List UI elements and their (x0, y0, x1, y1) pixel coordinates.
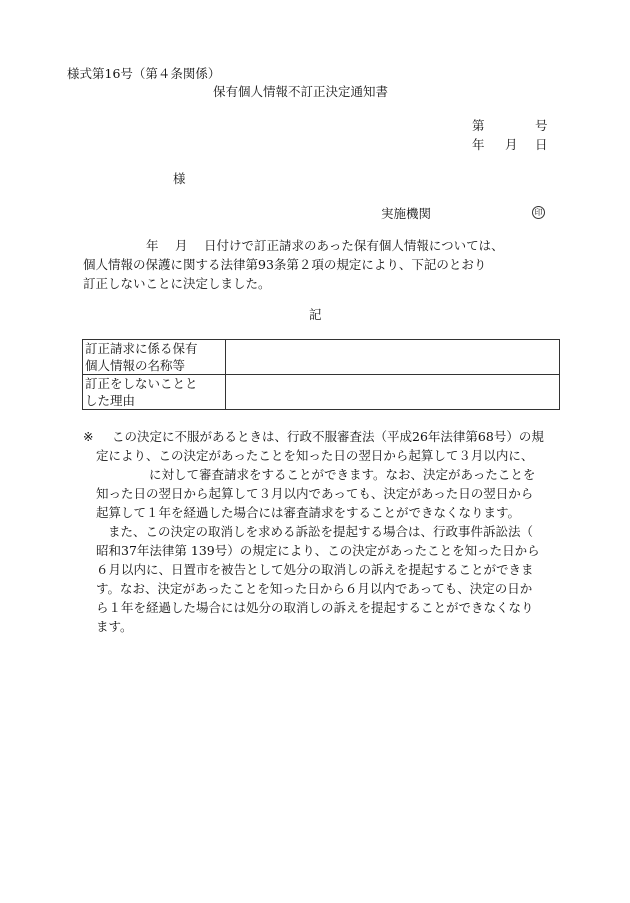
note-line: この決定に不服があるときは、行政不服審査法（平成26年法律第68号）の規 (112, 429, 544, 444)
date-day: 日 (535, 137, 548, 152)
table-label-cell (83, 340, 226, 375)
note-line: また、この決定の取消しを求める訴訟を提起する場合は、行政事件訴訟法（ (108, 524, 534, 539)
table-label-line: した理由 (85, 393, 136, 408)
document-number-suffix: 号 (535, 118, 548, 133)
table-label-line: 個人情報の名称等 (85, 358, 186, 373)
addressee-honorific: 様 (173, 171, 186, 186)
note-line: 知った日の翌日から起算して３月以内であっても、決定があった日の翌日から (96, 486, 534, 501)
table-value-cell (226, 340, 560, 375)
note-line: 起算して１年を経過した場合には審査請求をすることができなくなります。 (96, 505, 521, 520)
note-line: 定により、この決定があったことを知った日の翌日から起算して３月以内に、 (96, 448, 534, 463)
info-table (82, 339, 560, 410)
table-label-line: 訂正請求に係る保有 (85, 341, 198, 356)
note-line: 昭和37年法律第 139号）の規定により、この決定があったことを知った日から (96, 543, 540, 558)
table-row (83, 375, 560, 410)
document-title: 保有個人情報不訂正決定通知書 (213, 84, 389, 99)
note-line: ます。 (96, 619, 133, 634)
issuer-seal (532, 204, 545, 219)
note-line: す。なお、決定があったことを知った日から６月以内であっても、決定の日か (96, 581, 533, 596)
seal-icon: 印 (532, 206, 545, 219)
note-mark: ※ (83, 429, 94, 444)
note-line: ら１年を経過した場合には処分の取消しの訴えを提起することができなくなり (96, 600, 534, 615)
date-month: 月 (505, 137, 518, 152)
document-number-prefix: 第 (472, 118, 485, 133)
table-row (83, 340, 560, 375)
form-number: 様式第16号（第４条関係） (67, 66, 221, 81)
ki-heading: 記 (309, 307, 322, 322)
body-line-2: 個人情報の保護に関する法律第93条第２項の規定により、下記のとおり (83, 257, 487, 272)
date-year: 年 (472, 137, 485, 152)
table-label-line: 訂正をしないことと (85, 376, 198, 391)
note-line: ６月以内に、日置市を被告として処分の取消しの訴えを提起することができま (96, 562, 534, 577)
issuer-label: 実施機関 (381, 206, 432, 221)
table-value-cell (226, 375, 560, 410)
body-line-1: 年 月 日付けで訂正請求のあった保有個人情報については、 (146, 238, 504, 253)
note-line: に対して審査請求をすることができます。なお、決定があったことを (149, 467, 536, 482)
table-label-cell (83, 375, 226, 410)
body-line-3: 訂正しないことに決定しました。 (83, 276, 271, 291)
